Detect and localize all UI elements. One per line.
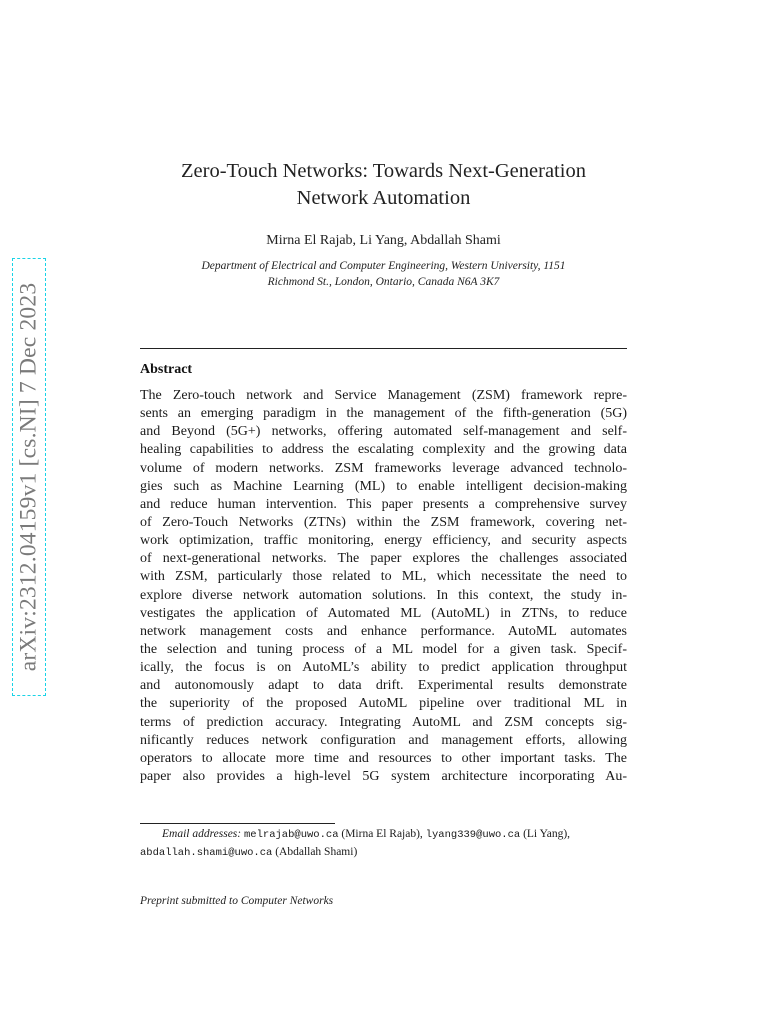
footnote-author-name: (Abdallah Shami): [275, 846, 358, 858]
abstract-line: of next-generational networks. The paper explores the challenges associated: [140, 551, 627, 567]
preprint-note: Preprint submitted to Computer Networks: [140, 895, 334, 907]
footnote-emails: [140, 826, 627, 862]
arxiv-id: arXiv:2312.04159v1 [cs.NI] 7 Dec 2023: [15, 282, 42, 672]
abstract-body: [140, 387, 627, 786]
abstract-line: network management costs and enhance performance. AutoML automates: [140, 623, 627, 639]
abstract-line: work optimization, traffic monitoring, energy efficiency, and security aspects: [140, 533, 627, 549]
abstract-line: volume of modern networks. ZSM frameworks leverage advanced technolo-: [140, 460, 627, 476]
abstract-line: and Beyond (5G+) networks, offering automated self-management and self-: [140, 424, 627, 440]
abstract-heading: Abstract: [140, 362, 193, 377]
abstract-line: and reduce human intervention. This paper presents a comprehensive survey: [140, 496, 627, 512]
abstract-line: healing capabilities to address the escalating complexity and the growing data: [140, 442, 627, 458]
footnote-author-name: (Li Yang),: [523, 828, 571, 840]
abstract-line: sents an emerging paradigm in the management of the fifth-generation (5G): [140, 406, 627, 422]
title-line-2: Network Automation: [296, 187, 471, 209]
affiliation-line-2: Richmond St., London, Ontario, Canada N6A 3K7: [267, 275, 500, 288]
footnote-label: Email addresses:: [162, 828, 242, 840]
footnote-rule: [140, 823, 335, 824]
footnote-line-1: [140, 826, 627, 844]
abstract-line: nificantly reduces network configuration and management efforts, allowing: [140, 732, 627, 748]
arxiv-stamp: [12, 258, 46, 696]
abstract-line: with ZSM, particularly those related to ML, which necessitate the need to: [140, 569, 627, 585]
footnote-author-name: (Mirna El Rajab),: [341, 828, 423, 840]
abstract-line: vestigates the application of Automated ML (AutoML) in ZTNs, to reduce: [140, 605, 627, 621]
abstract-line: operators to allocate more time and resources to other important tasks. The: [140, 750, 627, 766]
abstract-line: gies such as Machine Learning (ML) to enable intelligent decision-making: [140, 478, 627, 494]
email-link[interactable]: abdallah.shami@uwo.ca: [140, 847, 273, 859]
email-link[interactable]: melrajab@uwo.ca: [243, 829, 339, 841]
abstract-line: the superiority of the proposed AutoML pipeline over traditional ML in: [140, 696, 627, 712]
affiliation-line-1: Department of Electrical and Computer Engineering, Western University, 1151: [201, 260, 566, 272]
email-link[interactable]: lyang339@uwo.ca: [425, 829, 521, 841]
abstract-line: and autonomously adapt to data drift. Experimental results demonstrate: [140, 678, 627, 694]
abstract-line: ically, the focus is on AutoML’s ability to predict application throughput: [140, 660, 627, 676]
abstract-line: explore diverse network automation solutions. In this context, the study in-: [140, 587, 627, 603]
affiliation: [140, 259, 627, 290]
abstract-line: paper also provides a high-level 5G system architecture incorporating Au-: [140, 768, 627, 784]
abstract-line: the selection and tuning process of a ML model for a given task. Specif-: [140, 641, 627, 657]
abstract-line: terms of prediction accuracy. Integrating AutoML and ZSM concepts sig-: [140, 714, 627, 730]
title-line-1: Zero-Touch Networks: Towards Next-Generation: [181, 160, 586, 182]
footnote-line-2: [140, 844, 627, 862]
abstract-line: of Zero-Touch Networks (ZTNs) within the ZSM framework, covering net-: [140, 514, 627, 530]
author-list: Mirna El Rajab, Li Yang, Abdallah Shami: [266, 233, 501, 248]
abstract-line: The Zero-touch network and Service Management (ZSM) framework repre-: [140, 388, 627, 403]
abstract-top-rule: [140, 348, 627, 349]
paper-title: [140, 158, 627, 212]
